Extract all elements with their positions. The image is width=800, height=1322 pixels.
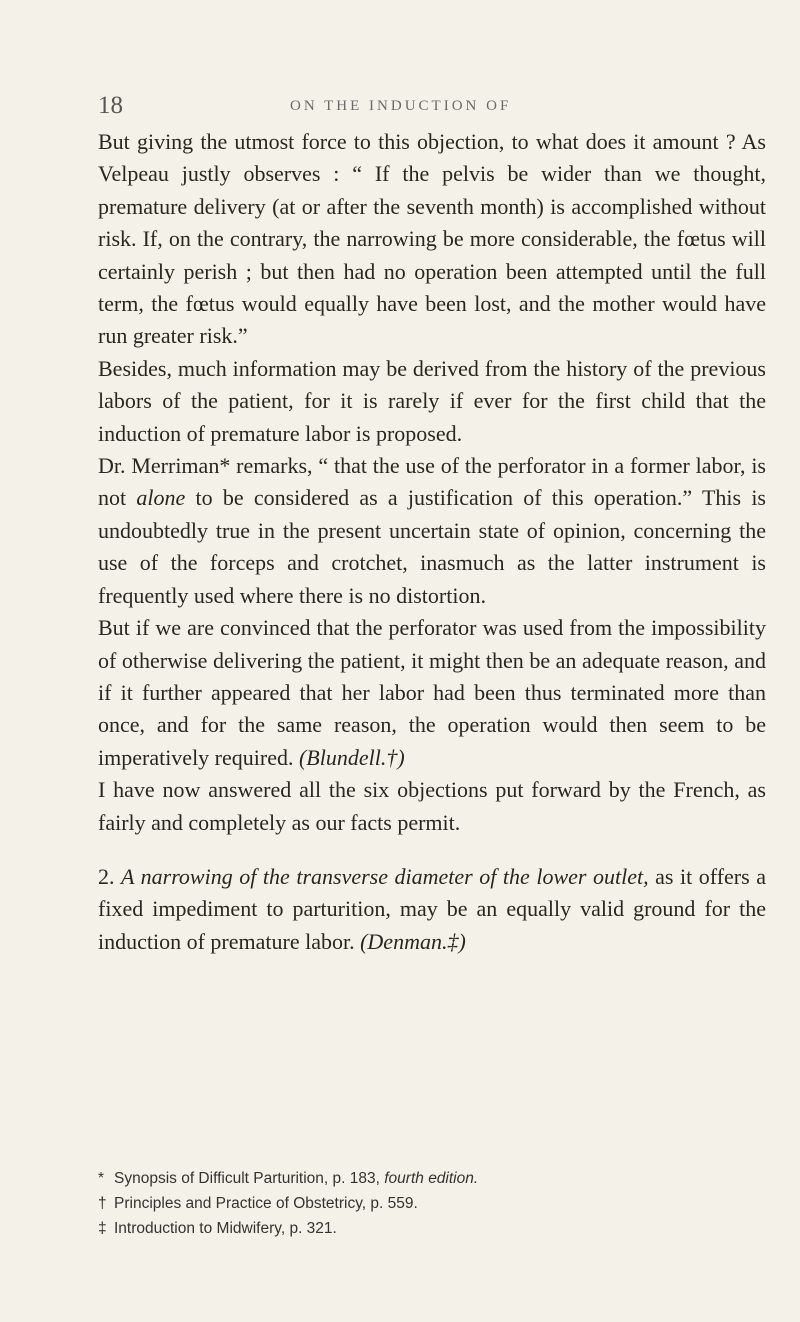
paragraph-text: But giving the utmost force to this objection, to what does it amount ? As Velpeau justly observes : “ If the pelvis be wider than we thought, premature delivery (at or after the seventh month) is accomplished without risk. If, on the contrary, the narrowing be more considerable, the fœtus will certainly perish ; but then had no operation been attempted until the full term, the fœtus would equally have been lost, and the mother would have run greater risk.”	[98, 129, 766, 349]
paragraph-text: Besides, much information may be derived from the history of the previous labors of the patient, for it is rarely if ever for the first child that the induction of premature labor is proposed.	[98, 355, 766, 446]
citation-blundell: (Blundell.†)	[298, 744, 405, 770]
running-head: ON THE INDUCTION OF	[290, 98, 512, 114]
footnote-mark: ‡	[98, 1220, 107, 1237]
section-2-paragraph	[98, 861, 766, 958]
paragraph-history	[98, 353, 766, 450]
footnote-text: Introduction to Midwifery, p. 321.	[114, 1220, 337, 1237]
body-text	[98, 126, 766, 958]
paragraph-answered	[98, 774, 766, 839]
section-heading: A narrowing of the transverse diameter of the lower outlet,	[121, 863, 649, 889]
footnote	[98, 1166, 766, 1191]
footnote-emphasis: fourth edition.	[384, 1170, 479, 1187]
page-header	[0, 92, 800, 122]
footnote-mark: †	[98, 1195, 107, 1212]
paragraph-text: I have now answered all the six objections put forward by the French, as fairly and completely as our facts permit.	[98, 777, 766, 835]
footnotes	[98, 1166, 766, 1241]
paragraph-text: Dr. Merriman* remarks, “ that the use of the perforator in a former labor, is not	[98, 453, 766, 511]
page-number: 18	[98, 92, 123, 119]
paragraph-merriman	[98, 450, 766, 612]
paragraph-text: to be considered as a justification of this operation.” This is undoubtedly true in the present uncertain state of opinion, concerning the use of the forceps and crotchet, inasmuch as the latter instrument is frequently used where there is no distortion.	[98, 485, 766, 608]
footnote-mark: *	[98, 1170, 105, 1187]
section-number: 2.	[98, 863, 115, 889]
emphasis: alone	[136, 485, 186, 511]
paragraph-perforator	[98, 612, 766, 774]
footnote	[98, 1216, 766, 1241]
footnote-text: Synopsis of Difficult Parturition, p. 183,	[114, 1170, 385, 1187]
paragraph-text: But if we are convinced that the perforator was used from the impossibility of otherwise delivering the patient, it might then be an adequate reason, and if it further appeared that her labor had been thus terminated more than once, and for the same reason, the operation would then seem to be imperatively required.	[98, 615, 766, 770]
paragraph-objection	[98, 126, 766, 353]
paragraph-text: as it offers a fixed impediment to parturition, may be an equally valid ground for the induction of premature labor.	[98, 863, 766, 954]
footnote	[98, 1191, 766, 1216]
citation-denman: (Denman.‡)	[360, 928, 466, 954]
footnote-text: Principles and Practice of Obstetricy, p. 559.	[114, 1195, 418, 1212]
